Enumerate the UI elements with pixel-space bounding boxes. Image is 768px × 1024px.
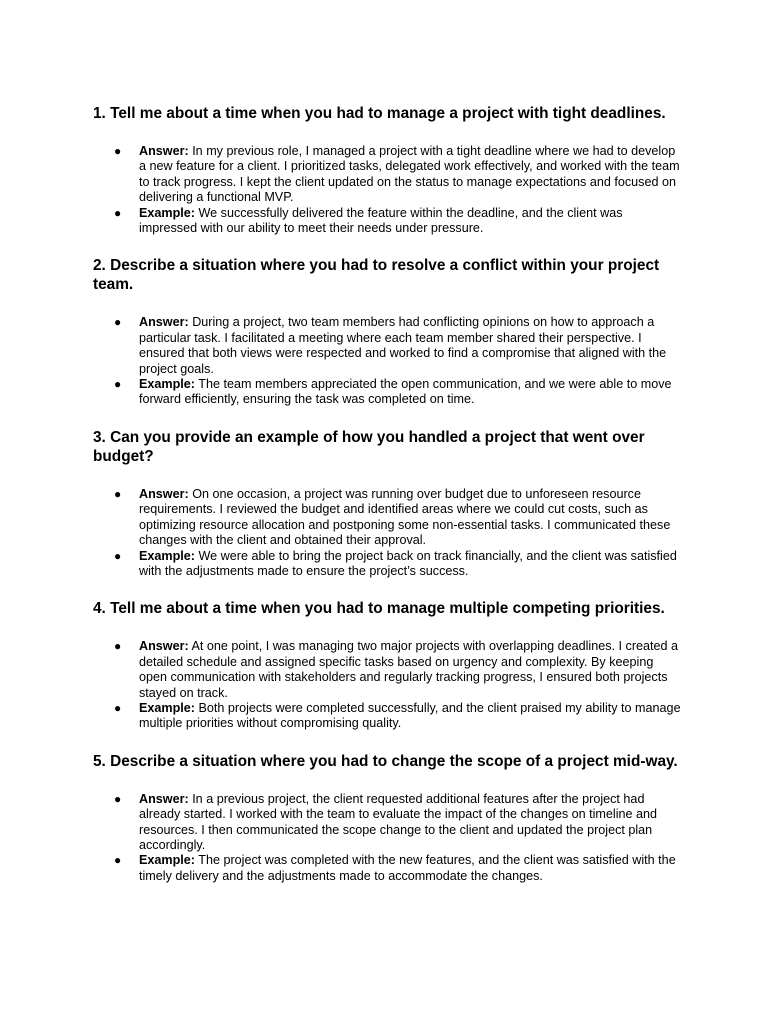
answer-label: Answer: [139, 639, 189, 654]
answer-text: During a project, two team members had conflicting opinions on how to approach a particular task. I facilitated a meeting where each team member shared their perspective. I ensured that both views were respected and worked to find a compromise that aligned with the project goals. [139, 315, 667, 376]
answer-text: In my previous role, I managed a project with a tight deadline where we had to develop a new feature for a client. I prioritized tasks, delegated work effectively, and worked with the team to track progress. I kept the client updated on the status to manage expectations and focused on delivering a functional MVP. [139, 144, 680, 205]
question-2-list [93, 315, 683, 407]
answer-text: On one occasion, a project was running over budget due to unforeseen resource requirements. I reviewed the budget and identified areas where we could cut costs, such as optimizing resource allocation and postponing some non-essential tasks. I communicated these changes with the client and obtained their approval. [139, 486, 671, 548]
answer-text: In a previous project, the client requested additional features after the project had already started. I worked with the team to evaluate the impact of the changes on timeline and resources. I then communicated the scope change to the client and updated the project plan accordingly. [139, 791, 658, 852]
example-label: Example: [139, 548, 195, 563]
example-text: Both projects were completed successfully, and the client praised my ability to manage multiple priorities without compromising quality. [139, 700, 681, 731]
question-3-answer [93, 487, 683, 549]
question-1-answer [93, 144, 683, 206]
bullet-icon: ● [114, 486, 122, 501]
question-5-example [93, 853, 683, 884]
question-3 [93, 428, 683, 579]
document-page [93, 104, 683, 884]
example-text: We were able to bring the project back on track financially, and the client was satisfied with the adjustments made to ensure the project’s success. [139, 548, 677, 578]
question-4-answer [93, 639, 683, 701]
question-5-answer [93, 792, 683, 854]
bullet-icon: ● [114, 377, 122, 392]
bullet-icon: ● [114, 548, 122, 563]
bullet-icon: ● [114, 144, 122, 158]
bullet-icon: ● [114, 853, 122, 868]
question-1-example [93, 206, 683, 237]
question-4 [93, 599, 683, 731]
bullet-icon: ● [114, 315, 122, 330]
answer-label: Answer: [139, 791, 189, 806]
bullet-icon: ● [114, 700, 122, 715]
question-1-list [93, 144, 683, 236]
example-label: Example: [139, 377, 195, 392]
question-4-list [93, 639, 683, 731]
answer-label: Answer: [139, 144, 189, 158]
example-text: The team members appreciated the open communication, and we were able to move forward efficiently, ensuring the task was completed on time. [139, 377, 672, 407]
example-text: We successfully delivered the feature within the deadline, and the client was impressed with our ability to meet their needs under pressure. [139, 205, 623, 236]
question-4-title: 4. Tell me about a time when you had to manage multiple competing priorities. [93, 600, 665, 618]
question-2-example [93, 377, 683, 408]
question-2-title: 2. Describe a situation where you had to resolve a conflict within your project team. [93, 257, 660, 294]
answer-text: At one point, I was managing two major projects with overlapping deadlines. I created a detailed schedule and assigned specific tasks based on urgency and complexity. By keeping open communication with stakeholders and regularly tracking progress, I ensured both projects stayed on track. [139, 639, 679, 700]
question-3-example [93, 549, 683, 580]
question-2 [93, 256, 683, 407]
bullet-icon: ● [114, 791, 122, 806]
answer-label: Answer: [139, 486, 189, 501]
question-1 [93, 104, 683, 236]
question-1-title: 1. Tell me about a time when you had to manage a project with tight deadlines. [93, 105, 666, 122]
example-label: Example: [139, 853, 195, 868]
question-5-title: 5. Describe a situation where you had to change the scope of a project mid-way. [93, 752, 678, 770]
question-4-example [93, 701, 683, 732]
example-text: The project was completed with the new features, and the client was satisfied with the timely delivery and the adjustments made to accommodate the changes. [139, 853, 676, 883]
question-3-list [93, 487, 683, 579]
bullet-icon: ● [114, 639, 122, 654]
answer-label: Answer: [139, 315, 189, 330]
question-3-title: 3. Can you provide an example of how you handled a project that went over budget? [93, 428, 645, 465]
example-label: Example: [139, 205, 195, 220]
question-2-answer [93, 315, 683, 377]
question-5-list [93, 792, 683, 884]
question-5 [93, 752, 683, 884]
example-label: Example: [139, 700, 195, 715]
bullet-icon: ● [114, 205, 122, 220]
